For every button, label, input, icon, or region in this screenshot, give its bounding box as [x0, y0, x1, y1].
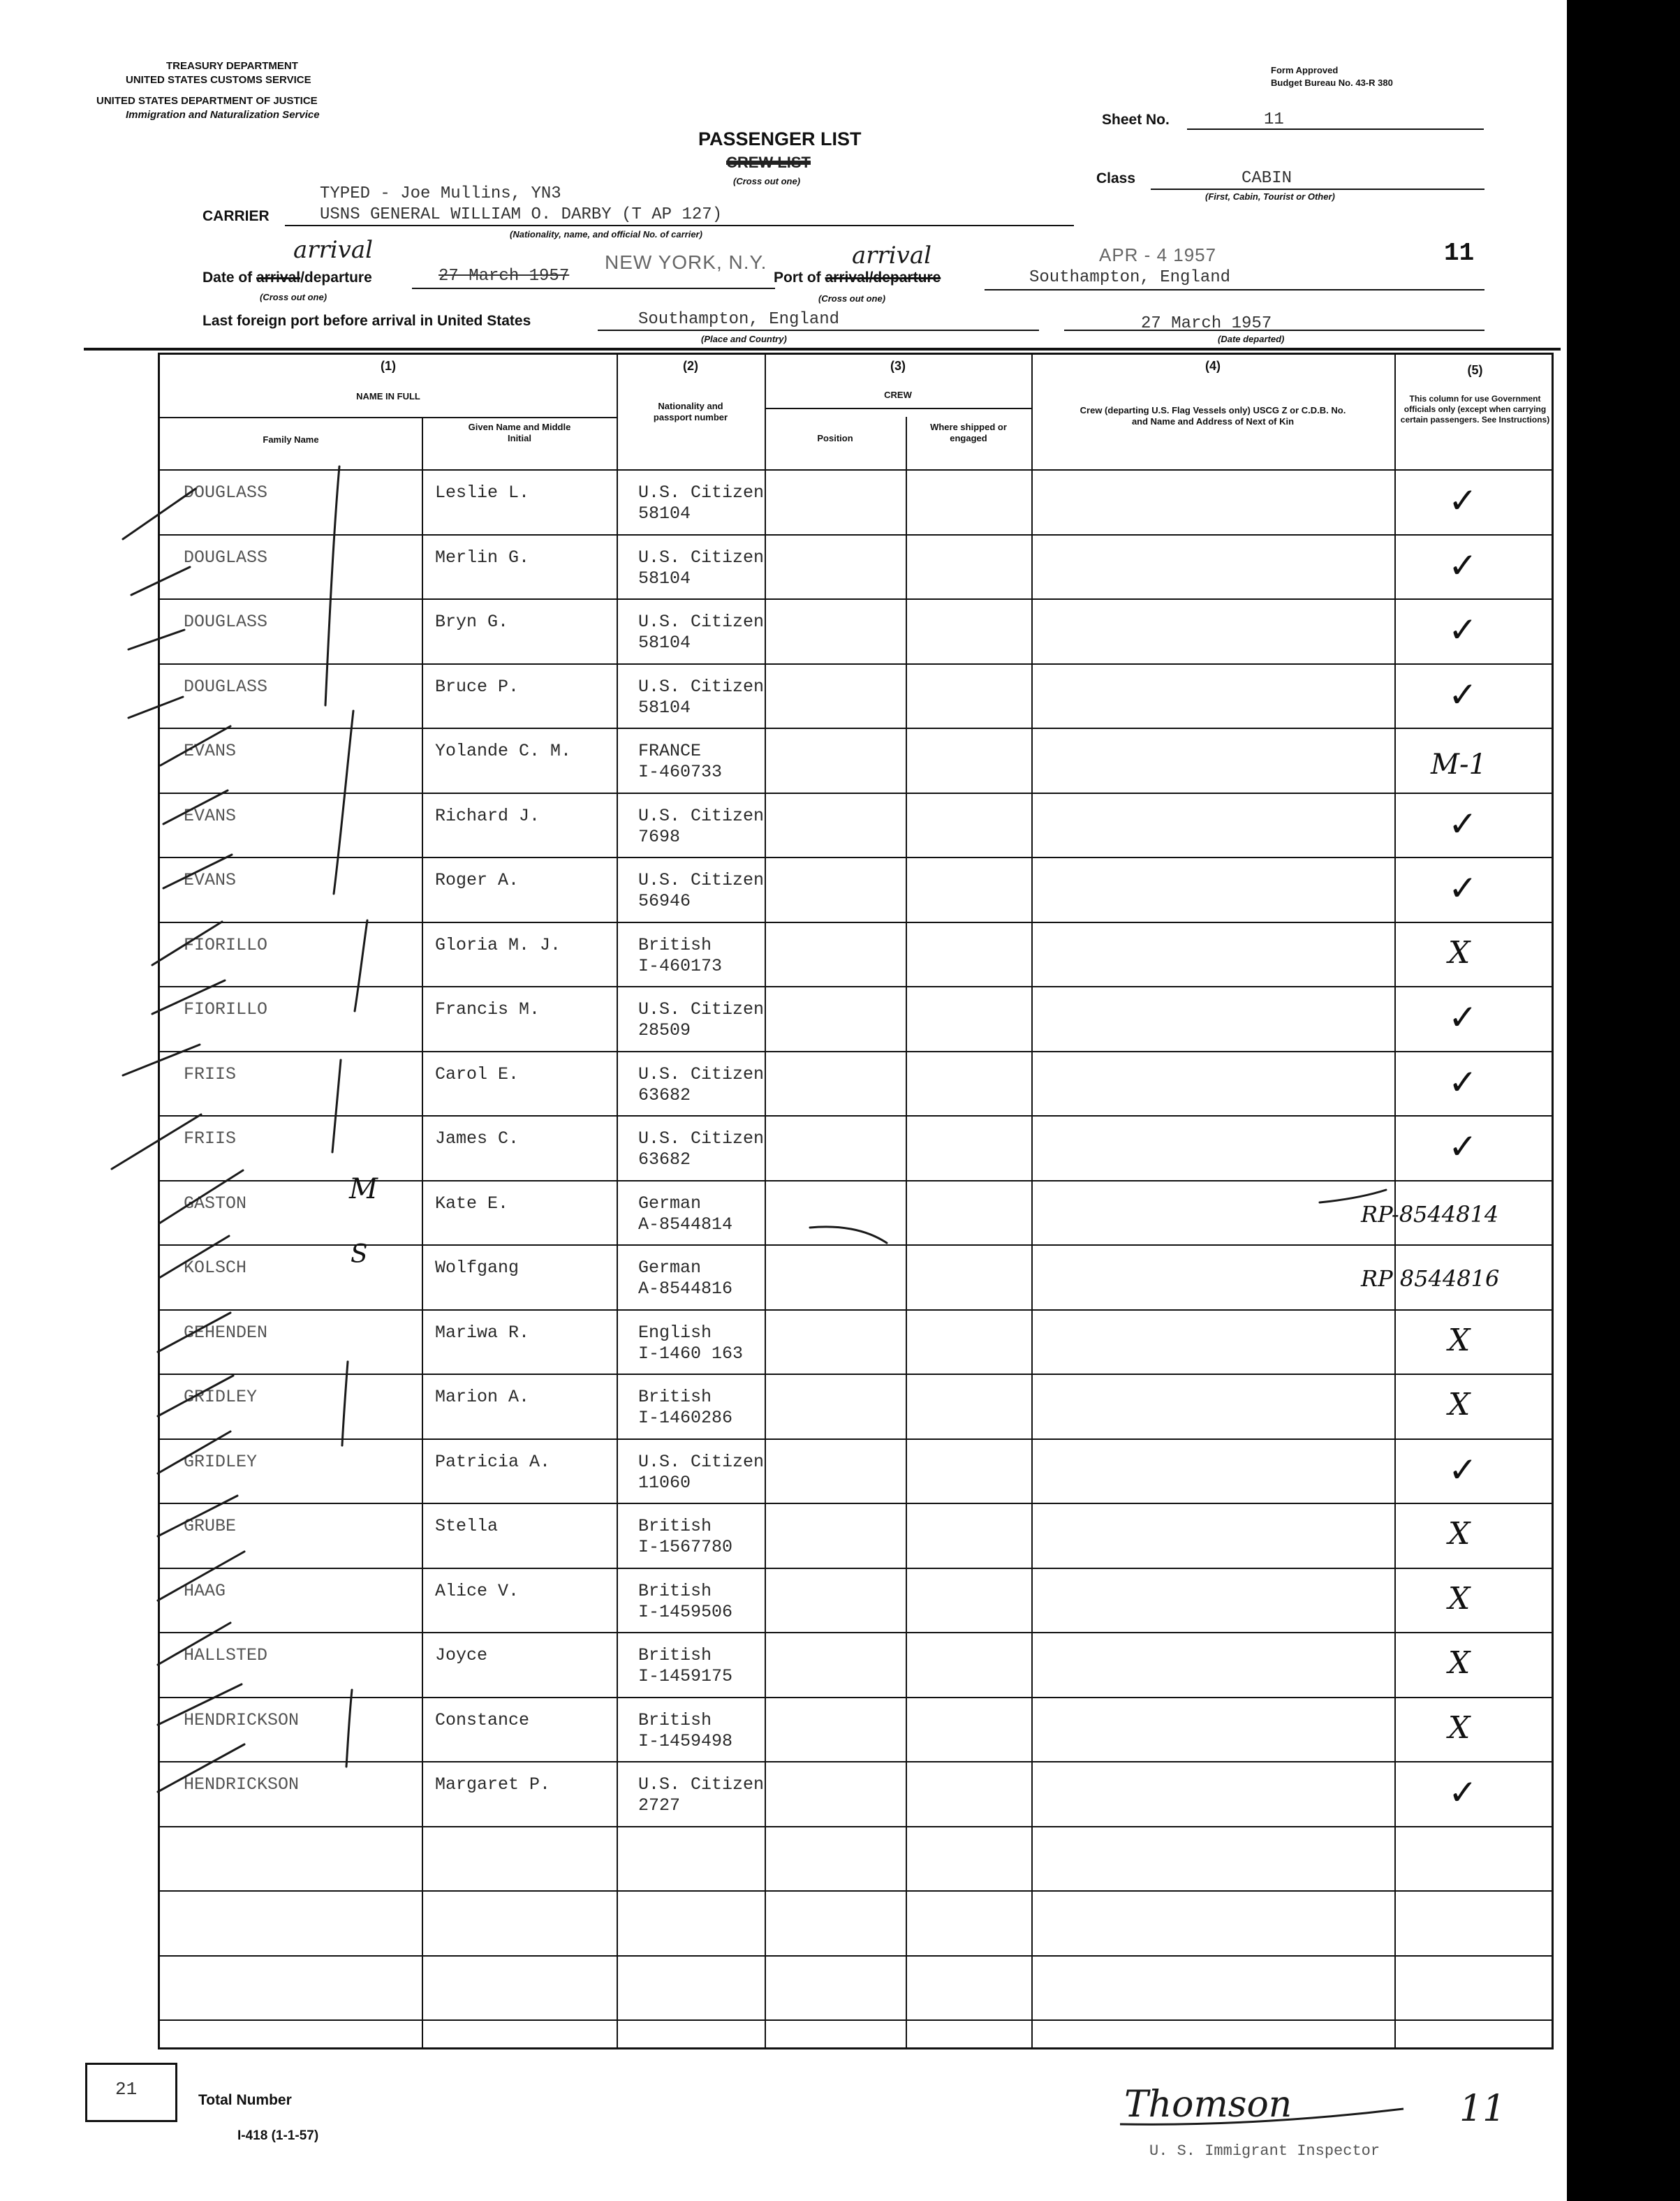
given-name-cell: Stella [435, 1516, 499, 1536]
family-name-cell: HENDRICKSON [184, 1774, 300, 1795]
x-mark: X [1448, 1645, 1471, 1681]
family-name-cell: EVANS [184, 806, 237, 826]
given-name-cell: Joyce [435, 1645, 488, 1665]
col-position: Position [817, 433, 853, 443]
form-approved: Form Approved [1271, 65, 1339, 75]
gov-remark: RP-8544814 [1361, 1201, 1499, 1228]
carrier-value: USNS GENERAL WILLIAM O. DARBY (T AP 127) [320, 205, 723, 224]
given-name-cell: Kate E. [435, 1193, 509, 1214]
check-mark: ✓ [1448, 1450, 1478, 1490]
port-label-struck: arrival [825, 270, 869, 286]
check-mark: ✓ [1448, 610, 1478, 650]
last-port-value: Southampton, England [638, 310, 840, 329]
scan-border [1567, 0, 1680, 2201]
passport-cell: I-1460286 [638, 1408, 733, 1428]
corner-sheet-number: 11 [1444, 239, 1475, 267]
nationality-cell: British [638, 1645, 712, 1665]
col2-title: Nationality and passport number [653, 401, 728, 422]
check-mark: ✓ [1448, 675, 1478, 715]
family-name-cell: FRIIS [184, 1064, 237, 1084]
check-mark: ✓ [1448, 545, 1478, 586]
family-name-cell: FIORILLO [184, 935, 268, 955]
family-name-cell: FIORILLO [184, 999, 268, 1019]
class-value: CABIN [1241, 169, 1292, 188]
gov-remark: M-1 [1431, 749, 1487, 781]
col3-title: CREW [884, 390, 912, 400]
check-mark: ✓ [1448, 1772, 1478, 1813]
agency-ins: Immigration and Naturalization Service [126, 109, 320, 121]
inspector-label: U. S. Immigrant Inspector [1149, 2142, 1380, 2160]
given-name-cell: Patricia A. [435, 1452, 551, 1472]
passport-cell: 63682 [638, 1149, 691, 1170]
nationality-cell: British [638, 1710, 712, 1730]
nationality-cell: U.S. Citizen [638, 547, 765, 568]
given-name-cell: Margaret P. [435, 1774, 551, 1795]
port-label-suffix: /departure [869, 270, 941, 286]
passport-cell: 63682 [638, 1085, 691, 1105]
port-label [774, 270, 941, 286]
sheet-label: Sheet No. [1102, 112, 1170, 128]
last-port-note: (Place and Country) [701, 334, 787, 344]
class-label: Class [1096, 170, 1136, 186]
check-mark: ✓ [1448, 1126, 1478, 1167]
arrival-date-stamp: APR - 4 1957 [1099, 244, 1217, 265]
port-label-prefix: Port of [774, 270, 821, 286]
given-name-cell: Alice V. [435, 1581, 520, 1601]
date-label [202, 270, 372, 286]
date-hand-arrival: arrival [293, 236, 374, 264]
date-label-struck: arrival [256, 270, 301, 286]
margin-mark-m: M [349, 1173, 378, 1205]
family-name-cell: GRIDLEY [184, 1387, 258, 1407]
x-mark: X [1448, 1710, 1471, 1746]
passport-cell: 7698 [638, 827, 681, 847]
given-name-cell: Roger A. [435, 870, 520, 890]
passport-cell: I-1460 163 [638, 1344, 744, 1364]
check-mark: ✓ [1448, 804, 1478, 844]
passport-cell: I-460733 [638, 762, 723, 782]
date-label-prefix: Date of [202, 270, 253, 286]
family-name-cell: DOUGLASS [184, 677, 268, 697]
family-name-cell: GRIDLEY [184, 1452, 258, 1472]
port-note: (Cross out one) [818, 293, 886, 304]
carrier-label: CARRIER [202, 208, 270, 224]
nationality-cell: German [638, 1193, 702, 1214]
nationality-cell: British [638, 1387, 712, 1407]
date-note: (Cross out one) [260, 292, 327, 302]
col5-number: (5) [1467, 363, 1483, 377]
passport-cell: 11060 [638, 1473, 691, 1493]
passport-cell: I-1567780 [638, 1537, 733, 1557]
total-number-label: Total Number [198, 2092, 292, 2108]
passport-cell: 56946 [638, 891, 691, 911]
x-mark: X [1448, 1323, 1471, 1358]
passport-cell: I-1459498 [638, 1731, 733, 1751]
form-id: I-418 (1-1-57) [237, 2128, 319, 2143]
last-port-label: Last foreign port before arrival in United States [202, 313, 531, 329]
given-name-cell: Carol E. [435, 1064, 520, 1084]
date-label-suffix: /departure [300, 270, 372, 286]
family-name-cell: DOUGLASS [184, 612, 268, 632]
gov-remark: RP 8544816 [1361, 1265, 1500, 1292]
family-name-cell: FRIIS [184, 1128, 237, 1149]
nationality-cell: German [638, 1258, 702, 1278]
given-name-cell: Marion A. [435, 1387, 530, 1407]
agency-customs: UNITED STATES CUSTOMS SERVICE [126, 74, 311, 86]
passport-cell: I-1459506 [638, 1602, 733, 1622]
passport-cell: 58104 [638, 698, 691, 718]
col-family-name: Family Name [263, 434, 319, 445]
check-mark: ✓ [1448, 1062, 1478, 1103]
nationality-cell: FRANCE [638, 741, 702, 761]
margin-mark-s: S [351, 1240, 368, 1269]
check-mark: ✓ [1448, 997, 1478, 1038]
family-name-cell: EVANS [184, 870, 237, 890]
nationality-cell: U.S. Citizen [638, 612, 765, 632]
date-value-struck: 27 March 1957 [439, 267, 570, 286]
x-mark: X [1448, 1581, 1471, 1617]
date-departed-note: (Date departed) [1218, 334, 1285, 344]
col1-title: NAME IN FULL [356, 391, 420, 402]
nationality-cell: British [638, 935, 712, 955]
given-name-cell: Bryn G. [435, 612, 509, 632]
given-name-cell: Bruce P. [435, 677, 520, 697]
nationality-cell: U.S. Citizen [638, 1128, 765, 1149]
family-name-cell: EVANS [184, 741, 237, 761]
nationality-cell: U.S. Citizen [638, 1452, 765, 1472]
given-name-cell: Gloria M. J. [435, 935, 561, 955]
given-name-cell: James C. [435, 1128, 520, 1149]
x-mark: X [1448, 1516, 1471, 1552]
budget-bureau: Budget Bureau No. 43-R 380 [1271, 78, 1393, 88]
col2-number: (2) [683, 359, 698, 373]
passport-cell: 28509 [638, 1020, 691, 1040]
family-name-cell: KOLSCH [184, 1258, 247, 1278]
family-name-cell: GRUBE [184, 1516, 237, 1536]
class-note: (First, Cabin, Tourist or Other) [1205, 191, 1335, 202]
x-mark: X [1448, 1387, 1471, 1422]
given-name-cell: Constance [435, 1710, 530, 1730]
given-name-cell: Leslie L. [435, 483, 530, 503]
port-hand-arrival: arrival [852, 242, 932, 270]
footer-page-mark: 11 [1459, 2088, 1506, 2130]
col4-title: Crew (departing U.S. Flag Vessels only) USCG Z or C.D.B. No. and Name and Address of Next of Kin [1080, 405, 1346, 427]
crew-list-struck: CREW LIST [726, 154, 811, 171]
nationality-cell: British [638, 1581, 712, 1601]
nationality-cell: U.S. Citizen [638, 1064, 765, 1084]
passport-cell: 58104 [638, 568, 691, 589]
nationality-cell: U.S. Citizen [638, 999, 765, 1019]
carrier-note: (Nationality, name, and official No. of carrier) [510, 229, 702, 240]
agency-treasury: TREASURY DEPARTMENT [166, 60, 298, 72]
col1-number: (1) [381, 359, 396, 373]
passport-cell: 58104 [638, 633, 691, 653]
page-title: PASSENGER LIST [698, 128, 862, 149]
agency-justice: UNITED STATES DEPARTMENT OF JUSTICE [96, 95, 318, 107]
nationality-cell: English [638, 1323, 712, 1343]
title-cross-note: (Cross out one) [733, 176, 801, 186]
col5-title: This column for use Government officials only (except when carrying certain passengers. See Instructions) [1400, 394, 1550, 425]
family-name-cell: HALLSTED [184, 1645, 268, 1665]
col-where-shipped: Where shipped or engaged [930, 422, 1007, 443]
check-mark: ✓ [1448, 868, 1478, 908]
given-name-cell: Wolfgang [435, 1258, 520, 1278]
nationality-cell: U.S. Citizen [638, 677, 765, 697]
given-name-cell: Merlin G. [435, 547, 530, 568]
typed-by: TYPED - Joe Mullins, YN3 [320, 184, 561, 203]
signature-underline [1117, 2105, 1410, 2133]
nationality-cell: British [638, 1516, 712, 1536]
passport-cell: A-8544816 [638, 1279, 733, 1299]
family-name-cell: HENDRICKSON [184, 1710, 300, 1730]
total-number-value: 21 [115, 2079, 138, 2100]
x-mark: X [1448, 935, 1471, 971]
given-name-cell: Francis M. [435, 999, 540, 1019]
passport-cell: I-460173 [638, 956, 723, 976]
arrival-port-stamp: NEW YORK, N.Y. [605, 251, 767, 273]
family-name-cell: HAAG [184, 1581, 226, 1601]
family-name-cell: DOUGLASS [184, 547, 268, 568]
family-name-cell: DOUGLASS [184, 483, 268, 503]
col3-number: (3) [890, 359, 906, 373]
col4-number: (4) [1205, 359, 1221, 373]
family-name-cell: GASTON [184, 1193, 247, 1214]
family-name-cell: GEHENDEN [184, 1323, 268, 1343]
given-name-cell: Richard J. [435, 806, 540, 826]
passport-cell: I-1459175 [638, 1666, 733, 1686]
check-mark: ✓ [1448, 480, 1478, 521]
passport-cell: 2727 [638, 1795, 681, 1816]
nationality-cell: U.S. Citizen [638, 483, 765, 503]
inspector-signature: Thomson [1124, 2084, 1292, 2126]
port-value: Southampton, England [1029, 268, 1231, 287]
sheet-value: 11 [1264, 110, 1284, 129]
nationality-cell: U.S. Citizen [638, 870, 765, 890]
nationality-cell: U.S. Citizen [638, 806, 765, 826]
passport-cell: 58104 [638, 503, 691, 524]
nationality-cell: U.S. Citizen [638, 1774, 765, 1795]
date-departed-value: 27 March 1957 [1141, 314, 1272, 333]
given-name-cell: Yolande C. M. [435, 741, 572, 761]
given-name-cell: Mariwa R. [435, 1323, 530, 1343]
passport-cell: A-8544814 [638, 1214, 733, 1235]
total-number-box [85, 2063, 177, 2122]
col-given-name: Given Name and Middle Initial [468, 422, 571, 443]
